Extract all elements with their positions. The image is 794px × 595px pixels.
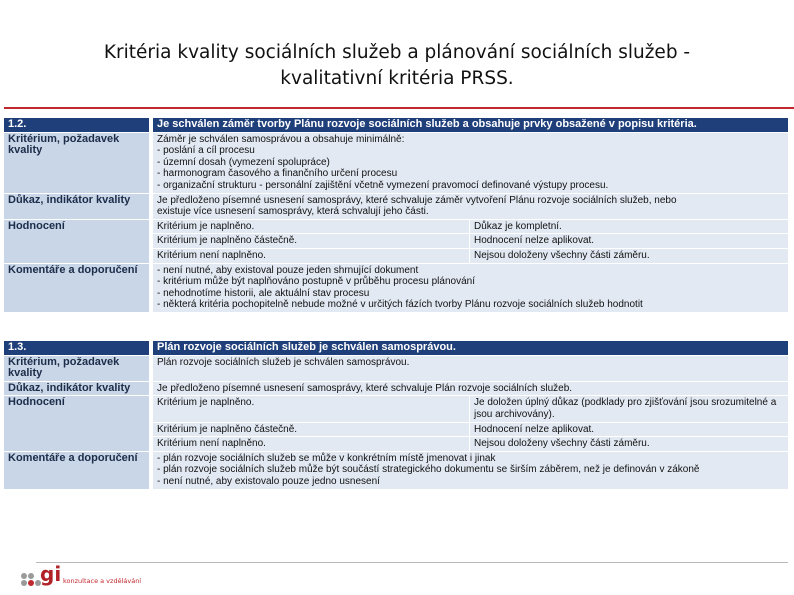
rating-condition: Kritérium je naplněno částečně. xyxy=(151,422,470,437)
proof-line: Je předloženo písemné usnesení samosprávy, které schvaluje záměr vytvoření Plánu rozvoje sociálních služeb, nebo xyxy=(157,194,677,206)
criterion-row xyxy=(4,355,788,381)
criterion-number: 1.2. xyxy=(4,118,151,132)
company-logo xyxy=(18,560,148,590)
rating-evidence: Důkaz je kompletní. xyxy=(470,219,789,234)
criterion-line: - územní dosah (vymezení spolupráce) xyxy=(157,156,330,168)
slide-title-line-2: kvalitativní kritéria PRSS. xyxy=(280,68,514,89)
proof-text xyxy=(151,193,788,219)
criterion-line: - harmonogram časového a finančního určení procesu xyxy=(157,168,398,180)
criterion-line: - poslání a cíl procesu xyxy=(157,145,255,157)
rating-condition: Kritérium je naplněno částečně. xyxy=(151,234,470,249)
criterion-table-1-2 xyxy=(4,118,788,313)
rating-evidence: Nejsou doloženy všechny části záměru. xyxy=(470,248,789,263)
rating-row xyxy=(4,219,788,234)
criterion-text xyxy=(151,132,788,193)
rating-evidence: Je doložen úplný důkaz (podklady pro zjišťování jsou srozumitelné a jsou archivovány). xyxy=(470,396,789,422)
comment-line: - není nutné, aby existoval pouze jeden shrnující dokument xyxy=(157,264,419,276)
rating-label: Hodnocení xyxy=(4,396,151,451)
criterion-row xyxy=(4,132,788,193)
comment-line: - není nutné, aby existovalo pouze jedno usnesení xyxy=(157,475,380,487)
criterion-line: Záměr je schválen samosprávou a obsahuje minimálně: xyxy=(157,133,405,145)
rating-condition: Kritérium není naplněno. xyxy=(151,437,470,452)
proof-text xyxy=(151,381,788,396)
logo-wordmark: gi xyxy=(40,562,62,586)
logo-mark-icon xyxy=(18,560,148,590)
criterion-label: Kritérium, požadavek kvality xyxy=(4,132,151,193)
rating-row xyxy=(4,396,788,422)
criterion-line: - organizační strukturu - personální zajištění včetně vymezení pravomocí definované výstupy procesu. xyxy=(157,179,609,191)
criterion-heading: Plán rozvoje sociálních služeb je schválen samosprávou. xyxy=(151,341,788,355)
comment-line: - plán rozvoje sociálních služeb může být součástí strategického dokumentu se širším záběrem, než je definován v zákoně xyxy=(157,464,700,476)
rating-condition: Kritérium není naplněno. xyxy=(151,248,470,263)
rating-condition: Kritérium je naplněno. xyxy=(151,396,470,422)
slide-title-line-1: Kritéria kvality sociálních služeb a plánování sociálních služeb - xyxy=(103,42,691,63)
comment-line: - některá kritéria pochopitelně nebude možné v určitých fázích tvorby Plánu rozvoje sociálních služeb hodnotit xyxy=(157,299,643,311)
comments-label: Komentáře a doporučení xyxy=(4,451,151,489)
comment-line: - kritérium může být naplňováno postupně v průběhu procesu plánování xyxy=(157,276,475,288)
rating-evidence: Nejsou doloženy všechny části záměru. xyxy=(470,437,789,452)
slide-title xyxy=(40,40,754,92)
comments-row xyxy=(4,451,788,489)
comments-text xyxy=(151,263,788,312)
title-divider xyxy=(4,107,794,109)
criterion-table-1-3 xyxy=(4,341,788,490)
rating-evidence: Hodnocení nelze aplikovat. xyxy=(470,234,789,249)
logo-tagline: konzultace a vzdělávání xyxy=(63,577,142,585)
criterion-label: Kritérium, požadavek kvality xyxy=(4,355,151,381)
criterion-text xyxy=(151,355,788,381)
proof-line: existuje více usnesení samosprávy, která schvalují jeho části. xyxy=(157,206,429,218)
comments-row xyxy=(4,263,788,312)
proof-label: Důkaz, indikátor kvality xyxy=(4,381,151,396)
proof-row xyxy=(4,193,788,219)
comments-text xyxy=(151,451,788,489)
table-heading-row xyxy=(4,341,788,355)
rating-label: Hodnocení xyxy=(4,219,151,263)
proof-row xyxy=(4,381,788,396)
proof-label: Důkaz, indikátor kvality xyxy=(4,193,151,219)
rating-evidence: Hodnocení nelze aplikovat. xyxy=(470,422,789,437)
comment-line: - plán rozvoje sociálních služeb se může v konkrétním místě jmenovat i jinak xyxy=(157,452,496,464)
comments-label: Komentáře a doporučení xyxy=(4,263,151,312)
proof-line: Je předloženo písemné usnesení samosprávy, které schvaluje Plán rozvoje sociálních služeb. xyxy=(157,382,573,394)
rating-condition: Kritérium je naplněno. xyxy=(151,219,470,234)
footer-divider xyxy=(36,562,788,563)
criterion-line: Plán rozvoje sociálních služeb je schválen samosprávou. xyxy=(157,356,410,368)
criterion-number: 1.3. xyxy=(4,341,151,355)
comment-line: - nehodnotíme historii, ale aktuální stav procesu xyxy=(157,287,370,299)
table-heading-row xyxy=(4,118,788,132)
criterion-heading: Je schválen záměr tvorby Plánu rozvoje sociálních služeb a obsahuje prvky obsažené v popisu kritéria. xyxy=(151,118,788,132)
